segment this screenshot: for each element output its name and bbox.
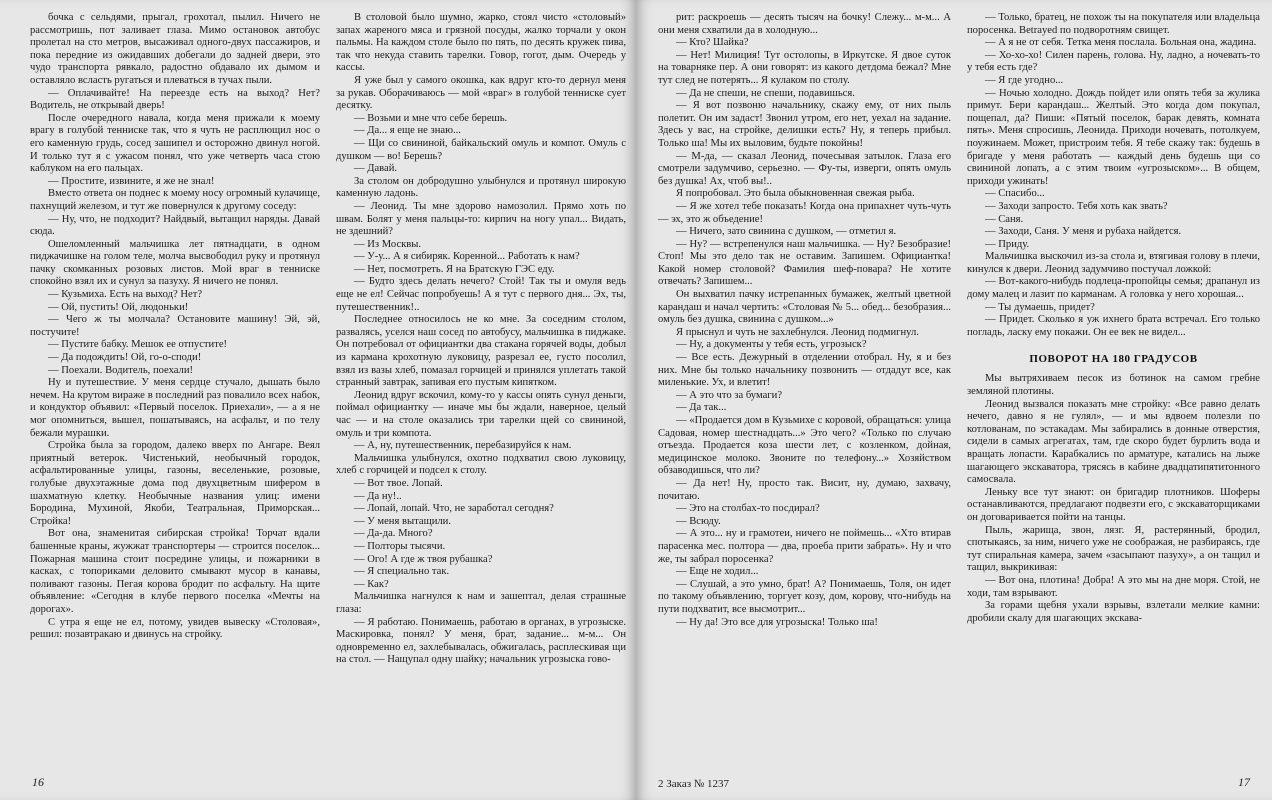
- paragraph: — Поехали. Водитель, поехали!: [48, 364, 194, 376]
- paragraph: — Слушай, а это умно, брат! А? Понимаешь, Толя, он идет по такому объявлению, торгует козу, дом, корову, что-нибудь на пути подхватит, все высмотрит...: [658, 578, 951, 615]
- paragraph: — Полторы тысячи.: [354, 540, 446, 552]
- paragraph: Стройка была за городом, далеко вверх по Ангаре. Веял приятный ветерок. Чистенький, необычный городок, асфальтированные улицы, газоны, веселенькие, розовые, голубые двухэтажные дома под двухцветным шифером в шахматную клетку. Необычные названия улиц: имени Бородина, Мухиной, Якоби, Театральная, Приморская... Стройка!: [30, 440, 320, 527]
- paragraph: Я прыснул и чуть не захлебнулся. Леонид подмигнул.: [676, 326, 919, 338]
- paragraph: — Я вот позвоню начальнику, скажу ему, от них пыль полетит. Он им задаст! Звонил утром, его нет, уехал на задание. Здесь у вас, на стройке, делишки есть? Ну, я теперь прибыл. Только ша! Мы их выловим, будьте покойны!: [658, 100, 951, 149]
- paragraph: — А это... ну и грамотеи, ничего не поймешь... «Хто втирав парасенка мес. полтора — два, проеба прити забрать». Ну и что же, ты забрал поросенка?: [658, 528, 951, 565]
- paragraph: — Я работаю. Понимаешь, работаю в органах, в угрозыске. Маскировка, понял? У меня, брат, задание... м-м... Он одновременно ел, захлебывалась, обжигалась, расплескивая щи на стол. — Нащупал одну шайку; начальник угрозыска гово-: [336, 616, 626, 666]
- paragraph: Он выхватил пачку истрепанных бумажек, желтый цветной карандаш и начал чертить: «Столовая № 5... обед... безобразия... омуль без душка, свинина с душком...»: [658, 289, 951, 326]
- paragraph: — Ой, пустить! Ой, людоньки!: [48, 301, 189, 313]
- paragraph: Ну и путешествие. У меня сердце стучало, дышать было нечем. На крутом вираже в последний раз повалило всех набок, и кондуктор объявил: «Первый поселок. Приехали», — а я не мог опомниться, вышел, пошатываясь, на асфальт, и по телу бежали мурашки.: [30, 377, 320, 439]
- paragraph: — Из Москвы.: [354, 238, 422, 250]
- paragraph: Ошеломленный мальчишка лет пятнадцати, в одном пиджачишке на голом теле, молча высвободил руку и протянул пачку скомканных розовых листов. Мой враг в тенниске спокойно взял их и сунул за пазуху. Я ничего не понял.: [30, 238, 320, 288]
- paragraph: — Хо-хо-хо! Силен парень, голова. Ну, ладно, а ночевать-то у тебя есть где?: [967, 49, 1260, 74]
- paragraph: — Ну, а документы у тебя есть, угрозыск?: [676, 339, 867, 351]
- paragraph: — Саня.: [985, 213, 1024, 225]
- paragraph: — А это что за бумаги?: [676, 389, 783, 401]
- paragraph: — «Продается дом в Кузьмихе с коровой, обращаться: улица Садовая, номер шестнадцать...» Это чего? «Только по случаю отъезда. Продается коза шести лет, с козленком, дойная, медицинское молоко. Звоните по телефону...» Хозяйством обзаводишься, что ли?: [658, 415, 951, 477]
- paragraph: — Как?: [354, 578, 389, 590]
- paragraph: — Нет! Милиция! Тут остолопы, в Иркутске. Я двое суток на товарняке пер. А они говорят: из какого детдома бежал? Мне тут след не потерять... Я кулаком по столу.: [658, 49, 951, 86]
- paragraph: — Да не спеши, не спеши, подавишься.: [676, 87, 855, 99]
- paragraph: — Ну? — встрепенулся наш мальчишка. — Ну? Безобразие! Стоп! Мы это дело так не оставим. Запишем. Официантка! Какой номер столовой? Фамилия шеф-повара? Не хотите отвечать? Запишем...: [658, 238, 951, 288]
- paragraph: — Да нет! Ну, просто так. Висит, ну, думаю, захвачу, почитаю.: [658, 477, 951, 502]
- paragraph: — Лопай, лопай. Что, не заработал сегодня?: [354, 503, 554, 515]
- paragraph: — Придет. Сколько я уж ихнего брата встречал. Его только погладь, ласку ему покажи. Он ее век не видел...: [967, 314, 1260, 338]
- paragraph: — Да подождить! Ой, го-о-споди!: [48, 352, 202, 364]
- paragraph: — Все есть. Дежурный в отделении отобрал. Ну, я и без них. Мне бы только начальнику позвонить — отдадут все, как миленькие. Ух, и влетит!: [658, 352, 951, 389]
- paragraph: — Кто? Шайка?: [676, 37, 749, 49]
- paragraph: — Пустите бабку. Мешок ее отпустите!: [48, 339, 228, 351]
- paragraph: — У меня вытащили.: [354, 515, 451, 527]
- paragraph: — Я где угодно...: [985, 74, 1064, 86]
- paragraph: Леонид вызвался показать мне стройку: «Все равно делать нечего, давно я не гулял», — и мы вдвоем полезли по котлованам, по эстакадам. Мы забирались в донные отверстия, сидели в самых агрегатах, там, где скоро будет бурлить вода и вращать лопасти. Карабкались по арматуре, катались на лыже шагающего экскаватора, трясясь в кабине двадцатипятитонного самосвала.: [967, 398, 1260, 486]
- page-number-right: 17: [1238, 775, 1250, 789]
- left-column-2: [336, 12, 626, 747]
- paragraph: — Вот она, плотина! Добра! А это мы на дне моря. Стой, не ходи, там взрывают.: [967, 574, 1260, 599]
- paragraph: — Ну да! Это все для угрозыска! Только ша!: [676, 616, 878, 628]
- paragraph: — Приду.: [985, 238, 1030, 250]
- paragraph: — Заходи запросто. Тебя хоть как звать?: [985, 200, 1168, 212]
- paragraph: — Еще не ходил...: [676, 566, 759, 578]
- paragraph: — Ты думаешь, придет?: [985, 301, 1095, 313]
- paragraph: Мальчишка улыбнулся, охотно подхватил свою луковицу, хлеб с горчицей и подсел к столу.: [336, 452, 626, 477]
- paragraph: Пыль, жарища, звон, лязг. Я, растерянный, бродил, спотыкаясь, за ним, ничего уже не соображая, не разбираясь, где тут спиральная камера, зачем «засыпают пазуху», а он тащил и тащил, выкрикивая:: [967, 524, 1260, 574]
- paragraph: — Щи со свининой, байкальский омуль и компот. Омуль с душком — во! Берешь?: [336, 137, 626, 162]
- paragraph: Я уже был у самого окошка, как вдруг кто-то дернул меня за рукав. Оборачиваюсь — мой «враг» в голубой тенниске сует десятку.: [336, 74, 626, 112]
- paragraph: — Леонид. Ты мне здорово намозолил. Прямо хоть по швам. Болят у меня пальцы-то: кирпич на ногу упал... Видать, не здешний?: [336, 200, 626, 238]
- paragraph: — Ночью холодно. Дождь пойдет или опять тебя за жулика примут. Бери карандаш... Желтый. Это когда дом покупал, пощепал, да? Пиши: «Пятый поселок, барак девять, комната пять». Меня спросишь, Леонида. Приходи ночевать, потолкуем, поужинаем. Может, пристроим тебя. Я тебе скажу так: будешь в бригаде у меня работать — каждый день будешь щи со свининой лопать, а с этим твоим «угрозыском»... В общем, приходи ужинать!: [967, 87, 1260, 187]
- paragraph: — Давай.: [354, 163, 398, 175]
- paragraph: — Возьми и мне что себе берешь.: [354, 112, 508, 124]
- paragraph: бочка с сельдями, прыгал, грохотал, пылил. Ничего не рассмотришь, пот заливает глаза. Мимо остановок автобус пролетал на сто метров, высаживал одного-двух пассажиров, и пока передние из ожидавших добегали до задней двери, это чудо транспорта рявкало, радостно обдавало их дымом и оставляло всласть ругаться и плеваться в тучах пыли.: [30, 12, 320, 86]
- right-page-columns: [658, 12, 1260, 747]
- paragraph: — Да так...: [676, 402, 727, 414]
- paragraph: — Заходи, Саня. У меня и рубаха найдется.: [985, 226, 1182, 238]
- paragraph: — Спасибо...: [985, 188, 1045, 200]
- paragraph: В столовой было шумно, жарко, стоял чисто «столовый» запах жареного мяса и грязной посуды, жалко торчали у окон пальмы. На каждом столе было по пять, по десять кружек пива, так что некуда ставить тарелки. Говор, гогот, дым. Очередь у кассы.: [336, 12, 626, 74]
- paragraph: — Вот-какого-нибудь подлеца-пропойцы семья; драпанул из дому малец и лазит по карманам. А головка у него хорошая...: [967, 276, 1260, 301]
- paragraph: — Ого! А где ж твоя рубашка?: [354, 553, 493, 565]
- printer-signature: 2 Заказ № 1237: [658, 778, 730, 790]
- paragraph: Последнее относилось не ко мне. За соседним столом, развалясь, уселся наш сосед по автобусу, мальчишка в пиджаке. Он потребовал от официантки два стакана горячей воды, добыл из кармана крохотную луковицу, разрезал ее, густо посолил, взял из вазы хлеб, помазал горчицей и принялся уплетать такой странный завтрак, запивая его пустым кипятком.: [336, 314, 626, 389]
- paragraph: — Будто здесь делать нечего? Стой! Так ты и омуля ведь еще не ел! Сейчас попробуешь! А я тут с первого дня... Эх, ты, путешественник!..: [336, 276, 626, 313]
- paragraph: — Да... я еще не знаю...: [354, 125, 461, 137]
- paragraph: — Нет, посмотреть. Я на Братскую ГЭС еду.: [354, 263, 555, 275]
- paragraph: — Оплачивайте! На переезде есть на выход? Нет? Водитель, не открывай дверь!: [30, 87, 320, 112]
- right-column-1: [658, 12, 951, 747]
- page-number-left: 16: [32, 775, 44, 789]
- paragraph: За столом он добродушно улыбнулся и протянул широкую каменную ладонь.: [336, 175, 626, 200]
- paragraph: Леньку все тут знают: он бригадир плотников. Шоферы останавливаются, предлагают подвезти его, с экскаваторщиками он договаривается пойти на танцы.: [967, 486, 1260, 523]
- paragraph: — Всюду.: [676, 515, 721, 527]
- paragraph: — Ничего, зато свинина с душком, — отметил я.: [676, 226, 897, 238]
- paragraph: Вместо ответа он поднес к моему носу огромный кулачище, пахнущий железом, и тут же повернулся к другому соседу:: [30, 188, 320, 212]
- section-heading: ПОВОРОТ НА 180 ГРАДУСОВ: [1029, 353, 1198, 366]
- paragraph: Вот она, знаменитая сибирская стройка! Торчат вдали башенные краны, жужжат транспортеры — строится поселок... Пожарная машина стоит посредине улицы, и пожарники в касках, с топориками деловито смывают мусор в канавы, поливают газоны. Пегая корова бродит по асфальту. На щите объявление: «Сегодня в клубе первого поселка «Мечты на дорогах».: [30, 528, 320, 615]
- paragraph: — Я специально так.: [354, 566, 450, 578]
- right-column-2: [967, 12, 1260, 747]
- paragraph: Мальчишка нагнулся к нам и зашептал, делая страшные глаза:: [336, 591, 626, 615]
- paragraph: — Простите, извините, я же не знал!: [48, 175, 215, 187]
- paragraph: Мальчишка выскочил из-за стола и, втягивая голову в плечи, кинулся к двери. Леонид задумчиво постучал ложкой:: [967, 251, 1260, 275]
- paragraph: — Кузьмиха. Есть на выход? Нет?: [48, 289, 203, 301]
- paragraph: — А я не от себя. Тетка меня послала. Больная она, жадина.: [985, 37, 1257, 49]
- paragraph: — Это на столбах-то посдирал?: [676, 503, 820, 515]
- paragraph: Леонид вдруг вскочил, кому-то у кассы опять сунул деньги, поймал официантку — иначе мы бы ждали, наверное, целый час — и на столе оказались три тарелки щей со свининой, омуль и три компота.: [336, 389, 626, 439]
- left-column-1: [30, 12, 320, 747]
- paragraph: — Да ну!..: [354, 490, 402, 502]
- paragraph: За горами щебня ухали взрывы, взлетали мелкие камни: дробили скалу для шагающих экскава-: [967, 600, 1260, 624]
- paragraph: — Вот твое. Лопай.: [354, 477, 443, 489]
- paragraph: — А, ну, путешественник, перебазируйся к нам.: [354, 440, 572, 452]
- paragraph: — Ну, что, не подходит? Найдвый, вытащил наряды. Давай сюда.: [30, 213, 320, 238]
- left-page-columns: [30, 12, 626, 747]
- paragraph: — Чего ж ты молчала? Остановите машину! Эй, эй, постучите!: [30, 314, 320, 338]
- paragraph: — М-да, — сказал Леонид, почесывая затылок. Глаза его смотрели задумчиво, серьезно. — Фу-ты, изверги, опять омуль без душка! Ах, чтоб вы!..: [658, 150, 951, 187]
- paragraph: рит: раскроешь — десять тысяч на бочку! Слежу... м-м... А они меня схватили да в холодную...: [658, 12, 951, 36]
- paragraph: После очередного навала, когда меня прижали к моему врагу в голубой тенниске так, что я чуть не расплющил нос о его каменную грудь, сосед зашипел и осторожно двинул ногой. И только тут я с ужасом понял, что уже четверть часа стою каблуком на его пальцах.: [30, 112, 320, 175]
- paragraph: Я попробовал. Это была обыкновенная свежая рыба.: [676, 188, 915, 200]
- paragraph: — Да-да. Много?: [354, 528, 433, 540]
- paragraph: — Я же хотел тебе показать! Когда она припахнет чуть-чуть — эх, это ж объедение!: [658, 200, 951, 225]
- paragraph: — Только, братец, не похож ты на покупателя или владельца поросенка. Betrayed по подворотням свищет.: [967, 12, 1260, 36]
- paragraph: Мы вытряхиваем песок из ботинок на самом гребне земляной плотины.: [967, 373, 1260, 398]
- paragraph: С утра я еще не ел, потому, увидев вывеску «Столовая», решил: позавтракаю и двинусь на стройку.: [30, 616, 320, 641]
- right-page: [636, 0, 1272, 800]
- paragraph: — У-у... А я сибиряк. Коренной... Работать к нам?: [354, 251, 580, 263]
